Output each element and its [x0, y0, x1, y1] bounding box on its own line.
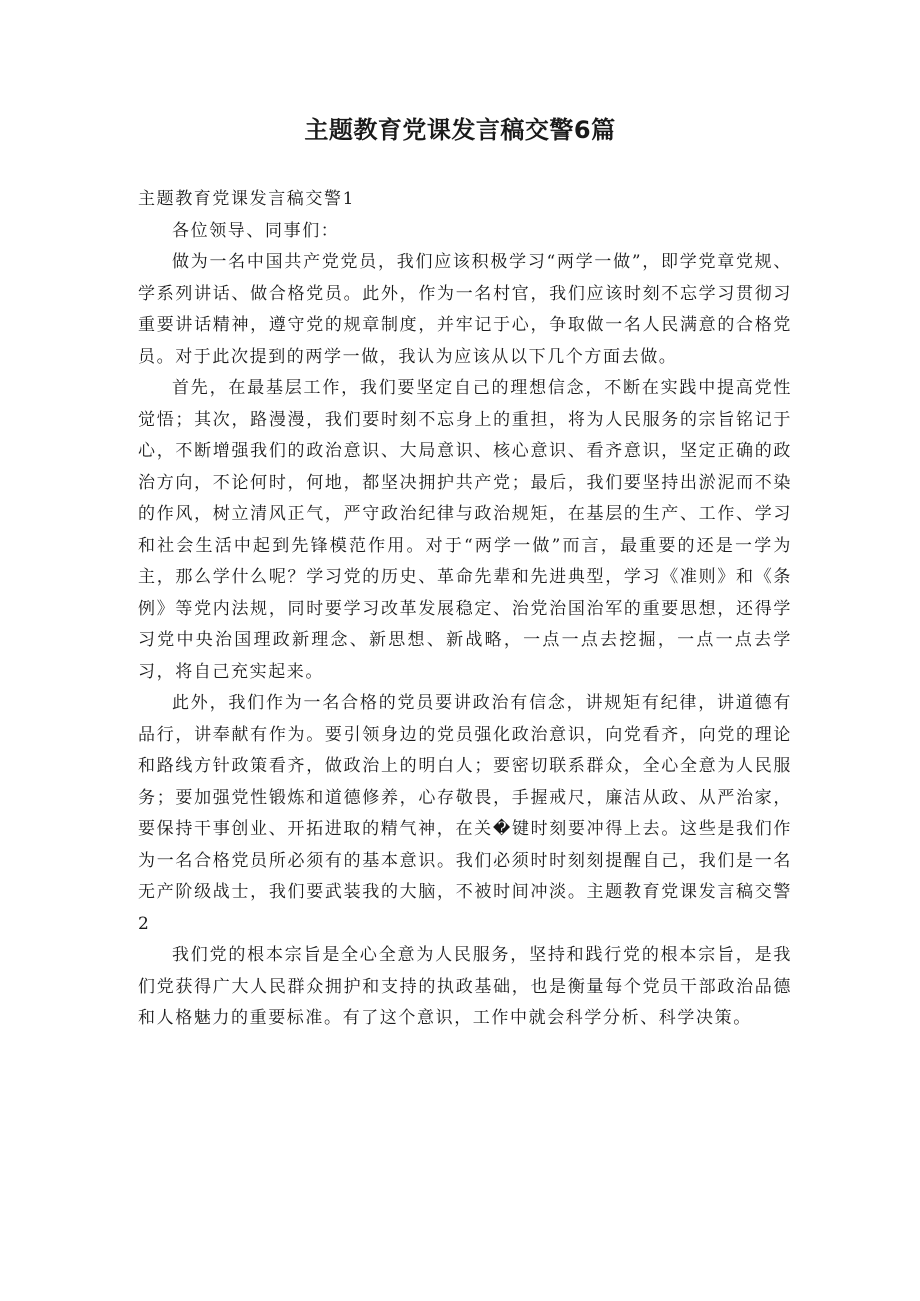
paragraph-2: 首先，在最基层工作，我们要坚定自己的理想信念，不断在实践中提高党性觉悟；其次，路漫漫，我们要时刻不忘身上的重担，将为人民服务的宗旨铭记于心，不断增强我们的政治意识、大局意识、核心意识、看齐意识，坚定正确的政治方向，不论何时，何地，都坚决拥护共产党；最后，我们要坚持出淤泥而不染的作风，树立清风正气，严守政治纪律与政治规矩，在基层的生产、工作、学习和社会生活中起到先锋模范作用。对于“两学一做”而言，最重要的还是一学为主，那么学什么呢？学习党的历史、革命先辈和先进典型，学习《准则》和《条例》等党内法规，同时要学习改革发展稳定、治党治国治军的重要思想，还得学习党中央治国理政新理念、新思想、新战略，一点一点去挖掘，一点一点去学习，将自己充实起来。 — [138, 378, 792, 682]
section-2-heading: 主题教育党课发言稿交警2 — [138, 882, 792, 934]
document-title: 主题教育党课发言稿交警6篇 — [304, 116, 616, 144]
paragraph-3 — [138, 688, 792, 940]
paragraph-3-text: 此外，我们作为一名合格的党员要讲政治有信念，讲规矩有纪律，讲道德有品行，讲奉献有作为。要引领身边的党员强化政治意识，向党看齐，向党的理论和路线方针政策看齐，做政治上的明白人；要密切联系群众，全心全意为人民服务；要加强党性锻炼和道德修养，心存敬畏，手握戒尺，廉洁从政、从严治家，要保持干事创业、开拓进取的精气神，在关�键时刻要冲得上去。这些是我们作为一名合格党员所必须有的基本意识。我们必须时时刻刻提醒自己，我们是一名无产阶级战士，我们要武装我的大脑，不被时间冲淡。 — [138, 693, 792, 902]
section-1-heading: 主题教育党课发言稿交警1 — [138, 189, 356, 209]
paragraph-1: 做为一名中国共产党党员，我们应该积极学习“两学一做”，即学党章党规、学系列讲话、做合格党员。此外，作为一名村官，我们应该时刻不忘学习贯彻习重要讲话精神，遵守党的规章制度，并牢记于心，争取做一名人民满意的合格党员。对于此次提到的两学一做，我认为应该从以下几个方面去做。 — [138, 252, 792, 367]
paragraph-4: 我们党的根本宗旨是全心全意为人民服务，坚持和践行党的根本宗旨，是我们党获得广大人民群众拥护和支持的执政基础，也是衡量每个党员干部政治品德和人格魅力的重要标准。有了这个意识，工作中就会科学分析、科学决策。 — [138, 945, 792, 1028]
greeting-paragraph: 各位领导、同事们： — [172, 220, 340, 241]
document-body — [138, 184, 792, 1035]
